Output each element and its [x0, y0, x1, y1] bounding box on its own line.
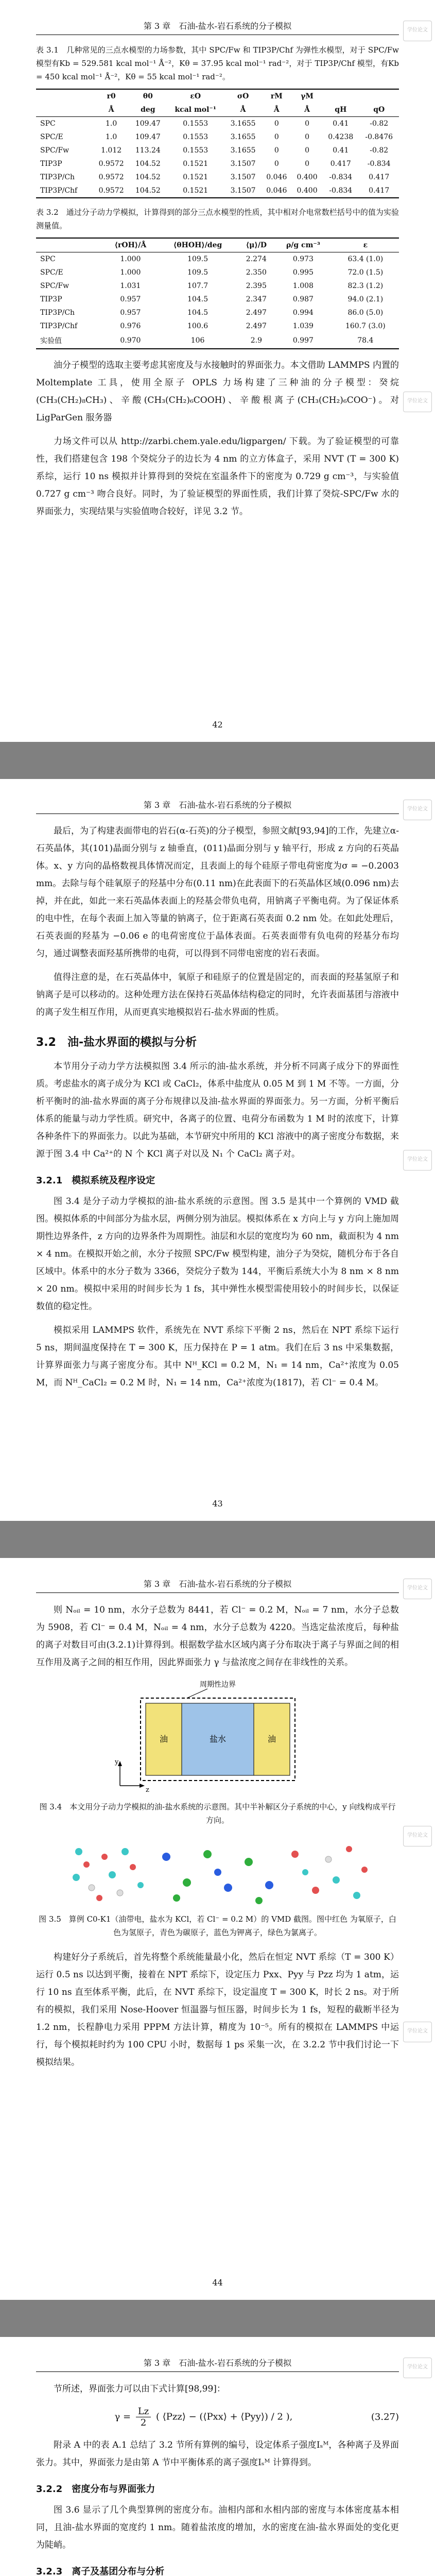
table-cell: 0 — [274, 120, 279, 128]
equation-lhs: γ = — [114, 2411, 131, 2422]
table-row — [36, 266, 399, 279]
table-cell: 3.1507 — [224, 184, 261, 198]
table-cell: 1.0 — [105, 133, 117, 141]
page-number: 44 — [212, 2278, 223, 2287]
table-cell: 2.350 — [246, 268, 267, 277]
table-header-cell: Å — [262, 103, 292, 117]
table-cell: 109.5 — [187, 255, 208, 263]
table-cell: 0.1521 — [183, 160, 208, 168]
table-cell: 109.47 — [135, 120, 161, 128]
table-cell: 160.7 (3.0) — [345, 322, 386, 330]
running-head: 第 3 章 石油-盐水-岩石系统的分子模拟 — [36, 1578, 399, 1593]
table-cell: TIP3P/Ch — [40, 309, 75, 317]
table-cell: 0.41 — [333, 146, 349, 155]
table-cell: 2.395 — [246, 282, 267, 290]
table-cell: 0 — [305, 160, 310, 168]
table-cell: 2.497 — [246, 309, 267, 317]
table-3-2-caption: 表 3.2 通过分子动力学模拟，计算得到的部分三点水模型的性质，其中相对介电常数栏括号中的值为实验测量值。 — [36, 208, 399, 230]
y-axis-label: y — [114, 1758, 118, 1766]
body-paragraph: 则 Nₒᵢₗ = 10 nm，水分子总数为 8441，若 Cl⁻ = 0.2 M，Nₒᵢₗ = 7 nm，水分子总数为 5908，若 Cl⁻ = 0.4 M，Nₒᵢₗ = 4 nm，水分子总数为 4220。当选定盐浓度后，每种盐的离子对数目可由(3.2.1)计算得到。根据数学盐水区域内离子分布取决于离子与界面之间的相互作用及离子之间的相互作用，因此界面张力 γ 与盐浓度之间存在非线性的关系。 — [36, 1605, 399, 1668]
table-cell: 0.1553 — [183, 133, 208, 141]
fraction-numerator: Lz — [136, 2406, 151, 2417]
oil-left-label: 油 — [159, 1734, 168, 1744]
table-cell: -0.834 — [367, 160, 391, 168]
watermark-logo: 学位论文 — [403, 2358, 432, 2378]
table-header-cell: rM — [262, 89, 292, 103]
table-header-cell: kcal mol⁻¹ — [166, 103, 225, 117]
table-cell: 107.7 — [187, 282, 208, 290]
equation-body — [36, 2406, 371, 2428]
body-paragraph: 最后，为了构建表面带电的岩石(α-石英)的分子模型，参照文献[93,94]的工作，先建立α-石英晶体，其(101)晶面分别与 z 轴垂直，(011)晶面分别与 y 轴平行，形成 z 方向的石英晶体。x、y 方向的晶格数视具体情况而定，且表面上的每个硅原子带电荷密度为σ = −0.2003 mm。去除与每个硅氧原子的羟基中分布(0.11 nm)在此表面下的石英晶体区域(0.096 nm)去掉，并在此，如此一来石英晶体表面上的羟基会带负电荷，用钠离子平衡电荷。为了保证体系的电中性，在每个表面上加入等量的钠离子，位于距离石英表面 0.2 nm 处。在如此处理后，石英表面的羟基为 −0.06 e 的电荷密度位于晶体表面。石英表面带有负电荷的羟基分布均匀，通过调整表面羟基所携带的电荷，可以得到不同带电密度的岩石表面。 — [36, 826, 399, 959]
table-row — [36, 279, 399, 293]
figure-3-5-caption: 图 3.5 算例 C0-K1（油带电，盐水为 KCl，若 Cl⁻ = 0.2 M）的 VMD 截图。图中红色 为氧原子，白色为氢原子，青色为碳原子，蓝色为钾离子，绿色为氯离子。 — [39, 1914, 396, 1937]
table-cell: 78.4 — [332, 333, 399, 349]
table-header-cell: εO — [166, 89, 225, 103]
watermark-logo: 学位论文 — [403, 800, 432, 820]
table-row — [36, 252, 399, 266]
table-cell: 2.9 — [238, 333, 275, 349]
table-3-1 — [36, 89, 399, 198]
table-cell: 0.400 — [297, 173, 318, 181]
table-cell: 0.995 — [292, 268, 314, 277]
table-cell: 0.1553 — [183, 146, 208, 155]
table-cell: 109.5 — [187, 268, 208, 277]
table-cell: 1.0 — [105, 120, 117, 128]
table-row — [36, 184, 399, 198]
table-cell: 0.957 — [120, 309, 141, 317]
table-header-row — [36, 89, 399, 103]
table-cell: 0.970 — [103, 333, 158, 349]
table-row — [36, 157, 399, 171]
table-cell: 0.973 — [292, 255, 314, 263]
oil-right-label: 油 — [267, 1734, 276, 1744]
table-header-cell: ⟨μ⟩/D — [238, 238, 275, 252]
table-cell: SPC/Fw — [40, 282, 69, 290]
fraction-denominator: 2 — [140, 2417, 147, 2428]
table-cell: 3.1655 — [230, 133, 256, 141]
table-cell: 109.47 — [135, 133, 161, 141]
table-cell: 0.1553 — [183, 120, 208, 128]
table-cell: 3.1507 — [230, 173, 256, 181]
table-cell: 82.3 (1.2) — [347, 282, 384, 290]
body-paragraph: 附录 A 中的表 A.1 总结了 3.2 节所有算例的编号，设定体系子强度Iₛᴹ，各种离子及界面张力。其中，界面张力是由第 A 节中平衡体系的离子强度Iₛᴹ 计算得到。 — [36, 2440, 399, 2468]
table-3-2 — [36, 238, 399, 349]
table-cell: 3.1655 — [230, 120, 256, 128]
table-cell: 72.0 (1.5) — [347, 268, 384, 277]
page-number: 43 — [212, 1499, 223, 1509]
table-cell: TIP3P — [40, 160, 62, 168]
figure-3-4-caption: 图 3.4 本文用分子动力学模拟的油-盐水系统的示意图。其中半补解区分子系统的中心，y 向线构成平行方向。 — [39, 1802, 396, 1825]
table-header-cell: ε — [332, 238, 399, 252]
table-cell: 0.997 — [274, 333, 332, 349]
equation-3-27 — [36, 2406, 399, 2428]
table-cell: -0.82 — [370, 146, 389, 155]
running-head: 第 3 章 石油-盐水-岩石系统的分子模拟 — [36, 799, 399, 814]
table-cell: 0.400 — [292, 184, 322, 198]
table-cell: 100.6 — [187, 322, 208, 330]
table-cell: SPC/E — [40, 268, 63, 277]
z-arrowhead — [140, 1784, 145, 1788]
page-number: 42 — [212, 720, 223, 730]
oil-brine-schematic — [110, 1677, 326, 1796]
body-paragraph: 图 3.4 是分子动力学模拟的油-盐水系统的示意图。图 3.5 是其中一个算例的 VMD 截图。模拟体系的中间部分为盐水层，两侧分别为油层。模拟体系在 x 方向上与 y 方向上施加周期性边界条件，z 方向的边界条件为周期性。油层和水层的宽度均为 60 nm，截面积为 4 nm × 4 nm。在模拟开始之前，水分子按照 SPC/Fw 模型构建，油分子为癸烷，随机分布于各自区域中。体系中的水分子数为 3366，癸烷分子数为 144，平衡后系统大小为 8 nm × 8 nm × 20 nm。模拟中采用的时间步长为 1 fs，其中弹性水模型需使用较小的时间步长，以保证数值的稳定性。 — [36, 1196, 399, 1312]
equation-fraction — [136, 2406, 151, 2428]
table-header-cell: σO — [224, 89, 261, 103]
table-header-cell — [322, 89, 359, 103]
body-paragraph: 图 3.6 显示了几个典型算例的密度分布。油相内部和水相内部的密度与本体密度基本相同，且油-盐水界面的宽度约 1 nm。随着盐浓度的增加，水的密度在油-盐水界面处的变化更为陡峭。 — [36, 2505, 399, 2550]
watermark-logo: 学位论文 — [403, 2022, 432, 2042]
subsection-heading: 3.2.3 离子及基团分布与分析 — [36, 2566, 165, 2576]
table-cell: 0.9572 — [98, 173, 124, 181]
equation-rhs: ( ⟨Pzz⟩ − (⟨Pxx⟩ + ⟨Pyy⟩) / 2 ), — [156, 2411, 293, 2422]
table-3-1-caption: 表 3.1 几种常见的三点水模型的力场参数，其中 SPC/Fw 和 TIP3P/Chf 为弹性水模型，对于 SPC/Fw 模型有Kb = 529.581 kcal mol⁻¹ Å⁻²，Kθ = 37.95 kcal mol⁻¹ rad⁻²，对于 TIP3P/Chf 模型，有Kb = 450 kcal mol⁻¹ Å⁻²，Kθ = 55 kcal mol⁻¹ rad⁻²。 — [36, 45, 399, 81]
table-cell: 63.4 (1.0) — [347, 255, 384, 263]
table-cell: -0.834 — [329, 173, 353, 181]
table-row — [36, 130, 399, 144]
page-44 — [0, 1558, 435, 2300]
subsection-heading: 3.2.1 模拟系统及程序设定 — [36, 1175, 155, 1186]
table-cell: 104.52 — [135, 160, 161, 168]
table-cell: -0.834 — [322, 184, 359, 198]
brine-label: 盐水 — [209, 1734, 226, 1744]
table-header-cell: ρ/g cm⁻³ — [274, 238, 332, 252]
table-cell: 0 — [305, 133, 310, 141]
watermark-logo: 学位论文 — [403, 1826, 432, 1846]
subsection-heading: 3.2.2 密度分布与界面张力 — [36, 2484, 155, 2495]
table-header-cell: Å — [93, 103, 130, 117]
table-header-cell: Å — [224, 103, 261, 117]
boundary-pointer — [187, 1689, 207, 1698]
page-43 — [0, 779, 435, 1521]
table-cell: 1.031 — [120, 282, 141, 290]
table-cell: 104.5 — [187, 309, 208, 317]
table-header-cell — [36, 238, 103, 252]
table-cell: TIP3P/Chf — [36, 184, 93, 198]
table-cell: 0.976 — [120, 322, 141, 330]
periodic-boundary-label: 周期性边界 — [199, 1681, 236, 1689]
figure-3-4 — [36, 1677, 399, 1796]
table-cell: 0.046 — [262, 184, 292, 198]
table-cell: 1.012 — [101, 146, 122, 155]
watermark-logo: 学位论文 — [403, 1579, 432, 1599]
table-cell: 0.994 — [292, 309, 314, 317]
table-header-cell: ⟨θHOH⟩/deg — [158, 238, 238, 252]
table-cell: 3.1655 — [230, 146, 256, 155]
table-cell: 104.52 — [135, 173, 161, 181]
table-header-cell — [359, 89, 399, 103]
page-42 — [0, 0, 435, 742]
body-paragraph: 值得注意的是，在石英晶体中，氧原子和硅原子的位置是固定的，而表面的羟基氢原子和钠离子是可以移动的。这种处理方法在保持石英晶体结构稳定的同时，允许表面基团与溶液中的离子发生相互作用，从而更真实地模拟岩石-盐水界面的性质。 — [36, 972, 399, 1018]
body-paragraph: 构建好分子系统后，首先将整个系统能量最小化，然后在恒定 NVT 系综（T = 300 K）运行 0.5 ns 以达到平衡，接着在 NPT 系综下，设定压力 Pxx、Pyy 与 Pzz 均为 1 atm，运行 10 ns 直至体系平衡，此后，在 NVT 系综下，设定温度 T = 300 K，时长 2 ns。对于所有的模拟，我们采用 Nose-Hoover 恒温器与恒压器，时间步长为 1 fs，短程的截断半径为 1.2 nm，长程静电力采用 PPPM 方法计算，精度为 10⁻⁵。所有的模拟在 LAMMPS 中运行，每个模拟耗时约为 100 CPU 小时，数据每 1 ps 采集一次，在 3.2.2 节中我们讨论一下模拟结果。 — [36, 1952, 399, 2067]
table-cell: 1.008 — [292, 282, 314, 290]
table-cell: 1.039 — [292, 322, 314, 330]
table-row — [36, 293, 399, 306]
body-paragraph: 节所述，界面张力可以由下式计算[98,99]： — [54, 2384, 225, 2394]
table-cell: 0.417 — [330, 160, 351, 168]
table-row — [36, 144, 399, 157]
table-cell: 0.987 — [292, 295, 314, 303]
table-header-cell: ⟨rOH⟩/Å — [103, 238, 158, 252]
table-cell: TIP3P/Chf — [40, 322, 78, 330]
table-header-cell: qO — [359, 103, 399, 117]
table-row — [36, 319, 399, 333]
table-cell: 2.347 — [246, 295, 267, 303]
table-cell: 0.957 — [120, 295, 141, 303]
table-cell: 0 — [274, 133, 279, 141]
table-cell: 实验值 — [36, 333, 103, 349]
table-cell: 0.1521 — [183, 173, 208, 181]
table-cell: 0.9572 — [98, 160, 124, 168]
watermark-logo: 学位论文 — [403, 392, 432, 412]
table-header-cell: γM — [292, 89, 322, 103]
table-cell: 0 — [305, 146, 310, 155]
table-cell: SPC/Fw — [40, 146, 69, 155]
watermark-logo: 学位论文 — [403, 1150, 432, 1171]
table-cell: 0.9572 — [93, 184, 130, 198]
table-cell: 1.000 — [120, 255, 141, 263]
vmd-snapshot — [63, 1836, 372, 1908]
equation-number: (3.27) — [371, 2412, 399, 2422]
table-cell: 0.417 — [369, 173, 390, 181]
running-head: 第 3 章 石油-盐水-岩石系统的分子模拟 — [36, 2357, 399, 2372]
table-cell: 2.497 — [246, 322, 267, 330]
table-header-cell — [36, 103, 93, 117]
table-row — [36, 171, 399, 184]
page-45 — [0, 2337, 435, 2576]
running-head: 第 3 章 石油-盐水-岩石系统的分子模拟 — [36, 20, 399, 35]
table-cell: SPC/E — [40, 133, 63, 141]
table-cell: 0.046 — [266, 173, 287, 181]
table-row — [36, 306, 399, 319]
table-header-row — [36, 238, 399, 252]
table-cell: 104.52 — [130, 184, 166, 198]
body-paragraph: 模拟采用 LAMMPS 软件，系统先在 NVT 系综下平衡 2 ns，然后在 NPT 系综下运行 5 ns，期间温度保持在 T = 300 K，压力保持在 P = 1 atm。我们在后 3 ns 中采集数据，计算界面张力与离子密度分布。其中 Nᴴ_KCl = 0.2 M，N₁ = 14 nm，Ca²⁺浓度为 0.05 M，而 Nᴴ_CaCl₂ = 0.2 M 时，N₁ = 14 nm，Ca²⁺浓度为(1817)，若 Cl⁻ = 0.4 M。 — [36, 1325, 399, 1388]
z-axis-label: z — [145, 1786, 149, 1794]
body-paragraph: 油分子模型的选取主要考虑其密度及与水接触时的界面张力。本文借助 LAMMPS 内置的 Moltemplate 工具，使用全原子 OPLS 力场构建了三种油的分子模型：癸烷(CH₃(CH₂)₈CH₃)、辛酸(CH₃(CH₂)₆COOH)、辛酸根离子(CH₃(CH₂)₆COO⁻)。对 LigParGen 服务器 — [36, 360, 399, 423]
table-cell: 106 — [158, 333, 238, 349]
table-units-row — [36, 103, 399, 117]
table-cell: 0 — [274, 160, 279, 168]
table-header-cell: θ0 — [130, 89, 166, 103]
table-cell: SPC — [40, 120, 56, 128]
table-row — [36, 333, 399, 349]
table-cell: 0.4238 — [328, 133, 354, 141]
table-cell: 1.000 — [120, 268, 141, 277]
table-header-cell: deg — [130, 103, 166, 117]
table-header-cell: qH — [322, 103, 359, 117]
table-cell: 94.0 (2.1) — [347, 295, 384, 303]
table-header-cell: r0 — [93, 89, 130, 103]
table-cell: SPC — [40, 255, 56, 263]
table-cell: 0.417 — [359, 184, 399, 198]
table-cell: 113.24 — [135, 146, 161, 155]
table-header-cell: Å — [292, 103, 322, 117]
table-cell: 0 — [305, 120, 310, 128]
body-paragraph: 本节用分子动力学方法模拟图 3.4 所示的油-盐水系统，并分析不同离子成分下的界面性质。考虑盐水的离子成分为 KCl 或 CaCl₂，体系中盐度从 0.05 M 到 1 M 不等。一方面，分析平衡时的油-盐水界面的离子分布规律以及油-盐水界面的界面张力。另一方面，分析平衡后体系的能量与动力学性质。研究中，各离子的位置、电荷分布函数为 1 M 时的浓度下，计算各种条件下的界面张力。以此为基础，本节研究中所用的 KCl 溶液中的离子密度分布数据，来源于图 3.4 中 Ca²⁺的 N 个 KCl 离子对以及 N₁ 个 CaCl₂ 离子对。 — [36, 1061, 399, 1159]
table-row — [36, 117, 399, 131]
table-cell: TIP3P — [40, 295, 62, 303]
table-cell: 0.41 — [333, 120, 349, 128]
section-heading: 3.2 油-盐水界面的模拟与分析 — [36, 1036, 197, 1049]
table-cell: -0.8476 — [365, 133, 393, 141]
body-paragraph: 力场文件可以从 http://zarbi.chem.yale.edu/ligpargen/ 下载。为了验证模型的可靠性，我们搭建包含 198 个癸烷分子的边长为 4 nm 的立方体盒子，采用 NVT (T = 300 K) 系综，运行 10 ns 模拟并计算得到的癸烷在室温条件下的密度为 0.729 g cm⁻³，与实验值 0.727 g cm⁻³ 吻合良好。同时，为了验证模型的界面性质，我们计算了癸烷-SPC/Fw 水的界面张力，实现结果与实验值吻合较好，详见 3.2 节。 — [36, 436, 399, 517]
table-header-cell — [36, 89, 93, 103]
table-cell: 2.274 — [246, 255, 267, 263]
watermark-logo: 学位论文 — [403, 21, 432, 41]
table-cell: TIP3P/Ch — [40, 173, 75, 181]
table-cell: -0.82 — [370, 120, 389, 128]
table-cell: 0.1521 — [166, 184, 225, 198]
table-cell: 0 — [274, 146, 279, 155]
table-cell: 86.0 (5.0) — [347, 309, 384, 317]
table-cell: 104.5 — [187, 295, 208, 303]
table-cell: 3.1507 — [230, 160, 256, 168]
figure-3-5 — [36, 1836, 399, 1908]
